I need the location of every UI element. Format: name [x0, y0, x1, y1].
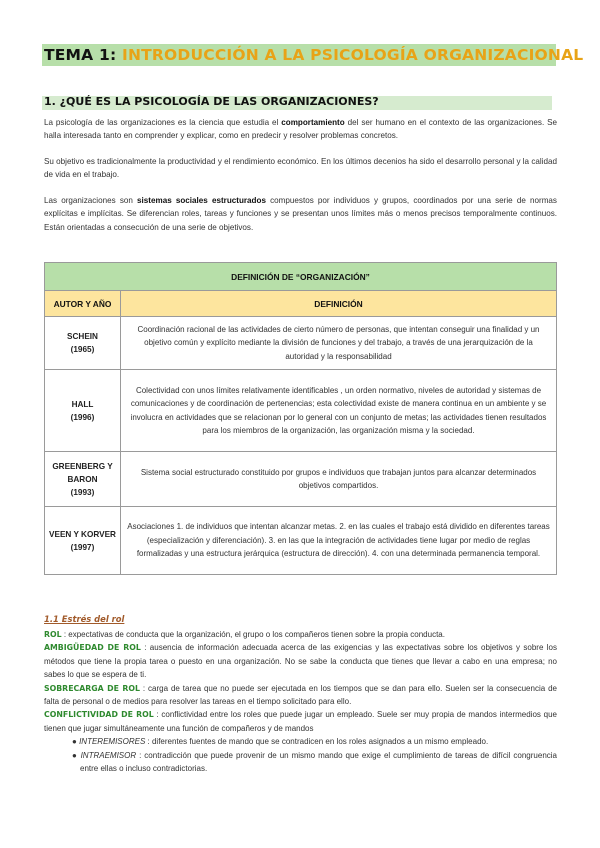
- author-name: SCHEIN: [67, 332, 98, 341]
- author-cell: [45, 370, 121, 452]
- term-text: : conflictividad entre los roles que puede jugar un empleado. Suele ser muy propia de mandos intermedios que tienen que jugar simultáneamente una función de compañeros y de mandos: [44, 710, 557, 733]
- bullet-text: : contradicción que puede provenir de un mismo mando que exige el cumplimiento de tareas de difícil congruencia entre ellas o incluso contradictorias.: [80, 750, 557, 774]
- table-row: [45, 452, 557, 507]
- definition-cell: Coordinación racional de las actividades de cierto número de personas, que intentan conseguir una finalidad y un objetivo común y explícito mediante la división de funciones y del trabajo, a través de una jerarquización de la autoridad y la responsabilidad: [121, 317, 557, 370]
- term-text: : expectativas de conducta que la organización, el grupo o los compañeros tienen sobre la propia conducta.: [61, 630, 445, 639]
- definition-table: [44, 262, 557, 575]
- title-rest: INTRODUCCIÓN A LA PSICOLOGÍA ORGANIZACIONAL: [116, 46, 584, 64]
- definition-cell: Asociaciones 1. de individuos que intentan alcanzar metas. 2. en las cuales el trabajo está dividido en diferentes tareas (especialización y diferenciación). 3. en las que la integración de actividades tiene lugar por medio de reglas formalizadas y una estructura jerárquica (estructura de dirección). 4. con una determinada permanencia temporal.: [121, 507, 557, 575]
- author-year: (1965): [70, 345, 95, 354]
- definition-cell: Sistema social estructurado constituido por grupos e individuos que trabajan juntos para alcanzar determinados objetivos compartidos.: [121, 452, 557, 507]
- table-row: [45, 317, 557, 370]
- author-name: VEEN Y KORVER: [49, 529, 116, 539]
- bullet-icon: ●: [72, 737, 77, 747]
- author-year: (1997): [70, 542, 95, 552]
- role-stress-terms: [44, 628, 557, 775]
- term-rol: [44, 628, 557, 641]
- author-name: GREENBERG Y BARON: [52, 461, 113, 484]
- paragraph-organizations: [44, 194, 557, 234]
- term-sobrecarga: [44, 682, 557, 709]
- bullet-intraemisor: [44, 749, 557, 776]
- author-year: (1996): [70, 412, 95, 422]
- subsection-heading: 1.1 Estrés del rol: [44, 614, 125, 624]
- term-label: ROL: [44, 630, 62, 639]
- term-label: AMBIGÜEDAD DE ROL: [44, 643, 141, 653]
- p3-bold: sistemas sociales estructurados: [137, 196, 266, 205]
- bullet-interemisores: [44, 735, 557, 748]
- term-label: CONFLICTIVIDAD DE ROL: [44, 710, 154, 720]
- definition-cell: Colectividad con unos límites relativamente identificables , un orden normativo, niveles de autoridad y sistemas de comunicaciones y de coordinación de pertenencias; esta colectividad existe de manera continua en un ambiente y se involucra en actividades que se relacionan por lo general con un conjunto de metas; las actividades tienen resultados para los miembros de la organización, las organización misma y la sociedad.: [121, 370, 557, 452]
- column-header-author: AUTOR Y AÑO: [45, 291, 121, 317]
- table-row: [45, 507, 557, 575]
- author-name: HALL: [71, 399, 94, 409]
- paragraph-definition: [44, 116, 557, 143]
- author-cell: [45, 507, 121, 575]
- title-lead: TEMA 1:: [44, 46, 117, 64]
- term-label: SOBRECARGA DE ROL: [44, 683, 140, 693]
- term-text: : carga de tarea que no puede ser ejecutada en los tiempos que se dan para ello. Suelen ser la consecuencia de falta de personal o de medios para resolver las tareas en el tiempo solicitado para ello.: [44, 683, 557, 707]
- page-title: [44, 44, 583, 66]
- p1-bold: comportamiento: [281, 118, 345, 127]
- author-year: (1993): [70, 487, 95, 497]
- p1-text-c: del ser humano en el contexto de las organizaciones. Se halla interesada tanto en comprender y explicar, como en predecir y resolver problemas concretos.: [44, 118, 558, 141]
- bullet-term: INTEREMISORES: [79, 737, 146, 747]
- p1-text-a: La psicología de las organizaciones es la ciencia que estudia el: [44, 118, 282, 127]
- bullet-icon: ●: [72, 750, 78, 760]
- bullet-term: INTRAEMISOR: [80, 750, 137, 760]
- term-text: : ausencia de información adecuada acerca de las exigencias y las expectativas sobre los objetivos y sobre los métodos que tiene la propia tarea o puesto en una organización. No se sabe la conducta que tienes que llevar a cabo en una empresa; no sabes lo que se espera de ti.: [44, 643, 558, 680]
- section-heading: 1. ¿QUÉ ES LA PSICOLOGÍA DE LAS ORGANIZACIONES?: [44, 95, 379, 108]
- bullet-text: : diferentes fuentes de mando que se contradicen en los roles asignados a un mismo empleado.: [145, 737, 489, 747]
- p3-text-c: compuestos por individuos y grupos, coordinados por una serie de normas explícitas e implícitas. Se diferencian roles, tareas y funciones y se presentan unos límites más o menos precisos temporalmente continuos. Están orientadas a consecución de una serie de objetivos.: [44, 196, 557, 232]
- author-cell: [45, 452, 121, 507]
- table-row: [45, 370, 557, 452]
- term-conflictividad: [44, 708, 557, 735]
- author-cell: [45, 317, 121, 370]
- term-ambiguedad: [44, 641, 557, 681]
- table-title: DEFINICIÓN DE “ORGANIZACIÓN”: [45, 263, 557, 291]
- p3-text-a: Las organizaciones son: [44, 196, 138, 205]
- column-header-definition: DEFINICIÓN: [121, 291, 557, 317]
- paragraph-objective: Su objetivo es tradicionalmente la productividad y el rendimiento económico. En los últimos decenios ha sido el desarrollo personal y la calidad de vida en el trabajo.: [44, 157, 557, 180]
